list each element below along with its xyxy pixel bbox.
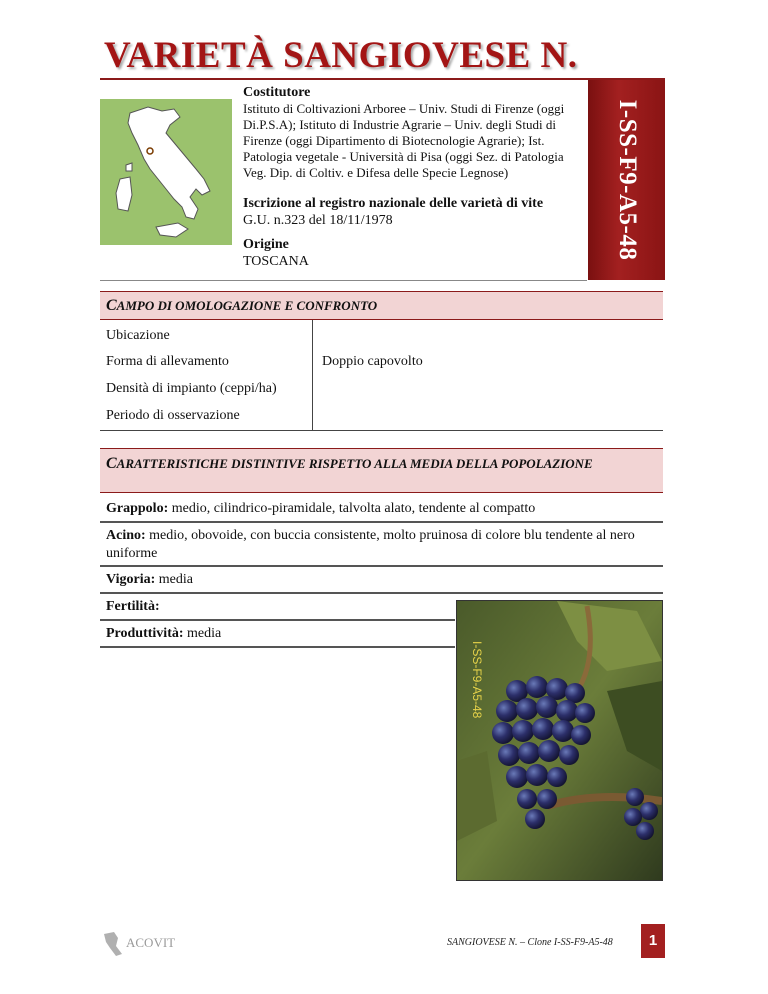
page-number: 1 [641,924,665,958]
vigoria-label: Vigoria: [106,572,156,587]
acino-value: medio, obovoide, con buccia consistente, molto pruinosa di colore blu tendente al nero uniforme [106,528,635,561]
acino-row [100,527,663,563]
iscrizione-label: Iscrizione al registro nazionale delle varietà di vite [243,196,544,211]
page-title: VARIETÀ SANGIOVESE N. [104,35,578,76]
caratteristiche-heading-initial: C [106,455,117,472]
origine-text: TOSCANA [243,254,309,269]
row-rule [100,565,663,567]
produttivita-label: Produttività: [106,626,184,641]
footer-caption: SANGIOVESE N. – Clone I-SS-F9-A5-48 [447,937,613,948]
italy-map-icon [100,99,232,245]
grappolo-value: medio, cilindrico-piramidale, talvolta alato, tendente al compatto [168,501,536,516]
campo-row-label: Forma di allevamento [106,354,229,369]
acovit-logo [100,928,200,958]
campo-table-divider [312,320,313,430]
row-rule [100,592,663,594]
row-rule [100,646,455,648]
campo-row-label: Periodo di osservazione [106,408,240,423]
photo-label: I-SS-F9-A5-48 [470,641,484,719]
fertilita-label: Fertilità: [106,599,160,614]
clone-code: I-SS-F9-A5-48 [613,99,641,261]
campo-row-value: Doppio capovolto [322,354,423,369]
vigoria-row [100,571,663,589]
grappolo-label: Grappolo: [106,501,169,516]
caratteristiche-heading-rest: ARATTERISTICHE DISTINTIVE RISPETTO ALLA MEDIA DELLA POPOLAZIONE [116,456,593,471]
campo-table [100,320,663,431]
vigoria-value: media [155,572,193,587]
campo-row-label: Ubicazione [106,328,170,343]
row-rule [100,521,663,523]
clone-code-tab [588,80,665,280]
campo-row-label: Densità di impianto (ceppi/ha) [106,381,277,396]
acino-label: Acino: [106,528,146,543]
grape-cluster-photo [456,600,663,881]
origine-block [243,236,588,270]
produttivita-row [100,625,455,643]
campo-heading-initial: C [106,297,117,314]
grappolo-row [100,500,663,518]
costitutore-text: Istituto di Coltivazioni Arboree – Univ. Studi di Firenze (oggi Di.P.S.A); Istituto di Industrie Agrarie – Univ. degli Studi di Firenze (oggi Dipartimento di Biotecnologie Agrarie); Ist. Patologia vegetale - Università di Pisa (oggi Sez. di Patologia Veg. Dip. di Coltiv. e Difesa delle Specie Legnose) [243,101,565,180]
iscrizione-text: G.U. n.323 del 18/11/1978 [243,213,393,228]
caratteristiche-heading [100,448,663,493]
italy-map [100,99,232,245]
produttivita-value: media [183,626,222,641]
row-rule [100,619,455,621]
grape-cluster-image [457,601,662,880]
acovit-logo-text: ACOVIT [126,935,176,950]
campo-heading [100,291,663,320]
origine-label: Origine [243,237,289,252]
costitutore-block [243,84,588,181]
costitutore-label: Costitutore [243,85,311,100]
iscrizione-block [243,195,588,229]
campo-heading-rest: AMPO DI OMOLOGAZIONE E CONFRONTO [116,298,378,313]
acovit-logo-icon [100,928,200,958]
